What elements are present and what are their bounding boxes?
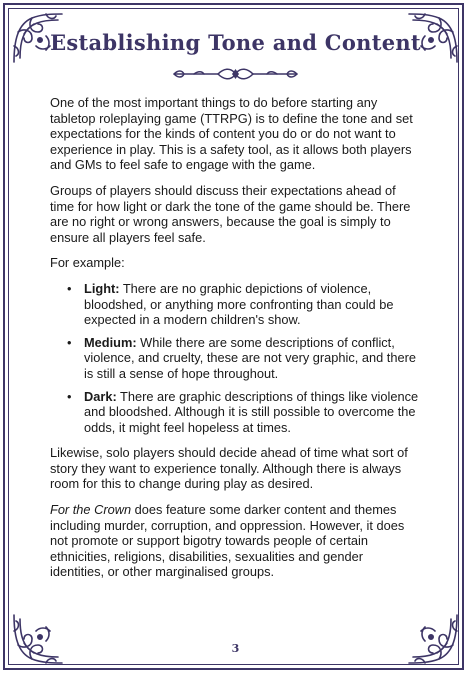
bullet: • — [67, 334, 72, 350]
ornate-corner-flourish-icon — [405, 611, 461, 667]
intro-paragraph: One of the most important things to do before starting any tabletop roleplaying game (TTRPG) is to define the tone and set expectations for the kinds of content you do or do not want to experience in play. This is a safety tool, as it allows both players and GMs to feel safe to engage with the game. — [50, 95, 413, 173]
tone-description: There are no graphic depictions of violence, bloodshed, or anything more confronting than could be expected in a modern children's show. — [84, 280, 394, 328]
list-item — [67, 280, 420, 328]
list-item — [67, 388, 420, 436]
groups-paragraph: Groups of players should discuss their expectations ahead of time for how light or dark the tone of the game should be. There are no right or wrong answers, because the goal is simply to ensure all players feel safe. — [50, 182, 411, 245]
ornate-corner-flourish-icon — [10, 611, 66, 667]
tone-description: While there are some descriptions of conflict, violence, and cruelty, these are not very graphic, and there is still a sense of hope throughout. — [84, 334, 416, 381]
bullet: • — [67, 280, 72, 296]
tone-description: There are graphic descriptions of things like violence and bloodshed. Although it is still possible to overcome the odds, it might feel hopeless at times. — [84, 388, 419, 435]
content-note-paragraph — [50, 502, 420, 580]
page-title: Establishing Tone and Content — [50, 30, 421, 55]
list-item — [67, 334, 420, 382]
page-number: 3 — [231, 642, 240, 655]
game-title: For the Crown — [50, 502, 132, 518]
example-lead-in: For example: — [50, 255, 125, 271]
content-note-text: does feature some darker content and themes including murder, corruption, and oppression. However, it does not promote or support bigotry towards people of certain ethnicities, religions, disabilities, sexualities and gender identities, or other marginalised groups. — [50, 502, 405, 580]
tone-term: Light: — [84, 280, 120, 296]
bullet: • — [67, 388, 72, 404]
tone-term: Medium: — [84, 334, 137, 350]
title-flourish-icon — [170, 66, 301, 82]
tone-term: Dark: — [84, 388, 117, 404]
tone-list — [50, 281, 420, 435]
solo-paragraph: Likewise, solo players should decide ahead of time what sort of story they want to experience tonally. Although there is always room for this to change during play as desired. — [50, 445, 408, 492]
body-text — [50, 95, 420, 590]
